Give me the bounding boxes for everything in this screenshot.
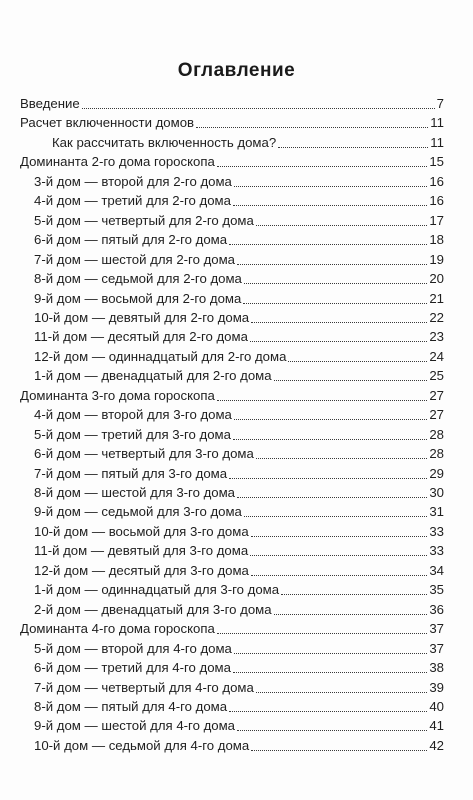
toc-entry-title: 9-й дом — шестой для 4-го дома <box>34 718 235 734</box>
toc-entry-title: 9-й дом — восьмой для 2-го дома <box>34 290 242 306</box>
dot-leader <box>256 692 428 693</box>
page-title: Оглавление <box>177 60 296 81</box>
dot-leader <box>250 341 427 342</box>
toc-entry-title: 4-й дом — третий для 2-го дома <box>34 193 231 209</box>
dot-leader <box>256 458 428 459</box>
dot-leader <box>234 186 427 187</box>
dot-leader <box>196 127 428 128</box>
toc-entry-page-number: 19 <box>429 251 444 267</box>
toc-entry <box>34 267 444 287</box>
toc-entry-page-number: 17 <box>429 212 444 228</box>
toc-entry-page-number: 23 <box>429 329 444 345</box>
dot-leader <box>237 264 427 265</box>
toc-entry-title: 9-й дом — седьмой для 3-го дома <box>34 504 242 520</box>
toc-entry-title: 1-й дом — одиннадцатый для 3-го дома <box>34 582 280 598</box>
toc-entry-page-number: 29 <box>429 465 444 481</box>
toc-entry-title: Введение <box>20 96 80 111</box>
toc-entry-title: 6-й дом — четвертый для 3-го дома <box>34 446 254 462</box>
toc-entry <box>34 209 444 229</box>
dot-leader <box>251 536 428 537</box>
toc-entry-page-number: 33 <box>429 523 444 539</box>
toc-entry-title: 10-й дом — восьмой для 3-го дома <box>34 523 249 539</box>
dot-leader <box>251 750 427 751</box>
toc-entry-title: 8-й дом — седьмой для 2-го дома <box>34 271 242 287</box>
toc-entry <box>20 617 444 637</box>
dot-leader <box>217 633 428 634</box>
toc-entry-title: Доминанта 4-го дома гороскопа <box>20 621 215 637</box>
dot-leader <box>278 147 428 148</box>
toc-entry <box>34 170 444 190</box>
dot-leader <box>233 205 427 206</box>
toc-entry <box>34 481 444 501</box>
dot-leader <box>251 575 427 576</box>
toc-entry <box>20 92 444 112</box>
toc-entry <box>34 578 444 598</box>
dot-leader <box>244 516 427 517</box>
toc-entry-page-number: 41 <box>429 718 444 734</box>
toc-entry-title: Как рассчитать включенность дома? <box>52 134 277 150</box>
dot-leader <box>82 108 435 109</box>
toc-entry <box>34 306 444 326</box>
toc-entry-page-number: 18 <box>429 232 444 248</box>
toc-entry-page-number: 35 <box>429 582 444 598</box>
dot-leader <box>251 322 427 323</box>
toc-entry-title: 7-й дом — шестой для 2-го дома <box>34 251 235 267</box>
toc-entry <box>34 637 444 657</box>
toc-entry-page-number: 40 <box>429 698 444 714</box>
toc-entry-title: 11-й дом — девятый для 3-го дома <box>34 543 249 559</box>
dot-leader <box>256 225 428 226</box>
toc-entry-page-number: 27 <box>429 407 444 423</box>
toc-entry-page-number: 38 <box>429 660 444 676</box>
dot-leader <box>217 166 428 167</box>
dot-leader <box>233 672 427 673</box>
dot-leader <box>234 653 427 654</box>
toc-entry-page-number: 15 <box>429 154 444 170</box>
toc-entry-title: 1-й дом — двенадцатый для 2-го дома <box>34 368 272 384</box>
dot-leader <box>244 283 427 284</box>
toc-entry <box>34 345 444 365</box>
dot-leader <box>229 711 427 712</box>
toc-entry-page-number: 25 <box>429 368 444 384</box>
toc-entry <box>20 150 444 170</box>
toc-entry-title: 2-й дом — двенадцатый для 3-го дома <box>34 601 272 617</box>
toc-entry-title: 12-й дом — одиннадцатый для 2-го дома <box>34 348 287 364</box>
dot-leader <box>274 380 428 381</box>
toc-entry <box>34 189 444 209</box>
dot-leader <box>250 555 427 556</box>
dot-leader <box>274 614 428 615</box>
dot-leader <box>234 419 427 420</box>
dot-leader <box>217 400 428 401</box>
toc-entry-title: Доминанта 2-го дома гороскопа <box>20 154 215 170</box>
toc-entry <box>34 520 444 540</box>
toc-entry <box>34 656 444 676</box>
toc-entry-title: 6-й дом — третий для 4-го дома <box>34 660 231 676</box>
dot-leader <box>281 594 427 595</box>
toc-entry-title: 12-й дом — десятый для 3-го дома <box>34 562 249 578</box>
toc-entry-title: 4-й дом — второй для 3-го дома <box>34 407 232 423</box>
toc-entry-page-number: 16 <box>429 173 444 189</box>
toc-entry-page-number: 20 <box>429 271 444 287</box>
toc-entry <box>34 423 444 443</box>
toc-entry-page-number: 28 <box>429 426 444 442</box>
dot-leader <box>243 303 427 304</box>
dot-leader <box>233 439 427 440</box>
toc-entry <box>34 364 444 384</box>
toc-entry <box>52 131 444 151</box>
toc-entry <box>34 676 444 696</box>
toc-entry-title: Доминанта 3-го дома гороскопа <box>20 387 215 403</box>
toc-entry <box>34 539 444 559</box>
toc-entry <box>34 248 444 268</box>
dot-leader <box>237 730 427 731</box>
toc-entry-page-number: 37 <box>429 640 444 656</box>
toc-entry <box>34 442 444 462</box>
toc-entry <box>34 325 444 345</box>
toc-entry-title: 11-й дом — десятый для 2-го дома <box>34 329 248 345</box>
toc-entry-title: Расчет включенности домов <box>20 115 195 131</box>
toc-entry <box>34 714 444 734</box>
toc-entry-title: 8-й дом — шестой для 3-го дома <box>34 485 235 500</box>
dot-leader <box>288 361 427 362</box>
dot-leader <box>229 478 427 479</box>
toc-entry <box>34 598 444 618</box>
toc-entry-title: 7-й дом — пятый для 3-го дома <box>34 465 228 481</box>
toc-entry <box>20 384 444 404</box>
toc-entry-title: 10-й дом — девятый для 2-го дома <box>34 309 250 325</box>
toc-entry <box>20 111 444 131</box>
toc-entry-page-number: 24 <box>429 348 444 364</box>
toc-entry <box>34 559 444 579</box>
toc-entry-title: 3-й дом — второй для 2-го дома <box>34 173 232 189</box>
toc-entry-page-number: 31 <box>429 504 444 520</box>
toc-entry-title: 5-й дом — четвертый для 2-го дома <box>34 212 254 228</box>
toc-entry-page-number: 27 <box>429 387 444 403</box>
toc-entry-title: 6-й дом — пятый для 2-го дома <box>34 232 228 248</box>
toc-entry-page-number: 22 <box>429 309 444 325</box>
toc-entry-page-number: 34 <box>429 562 444 578</box>
toc-entry-page-number: 36 <box>429 601 444 617</box>
toc-entry-page-number: 39 <box>429 679 444 695</box>
toc-entry-page-number: 37 <box>429 621 444 637</box>
toc-entry-page-number: 30 <box>429 485 444 500</box>
toc-entry <box>34 287 444 307</box>
toc-entry <box>34 462 444 482</box>
toc-entry <box>34 500 444 520</box>
toc-entry <box>34 228 444 248</box>
toc-entry-page-number: 16 <box>429 193 444 209</box>
toc-entry-page-number: 7 <box>436 96 444 111</box>
toc-entry-page-number: 28 <box>429 446 444 462</box>
toc-entry-page-number: 42 <box>429 737 444 753</box>
toc-entry-title: 5-й дом — второй для 4-го дома <box>34 640 232 656</box>
toc-entry-title: 5-й дом — третий для 3-го дома <box>34 426 231 442</box>
toc-entry <box>34 403 444 423</box>
toc-entry-page-number: 21 <box>429 290 444 306</box>
toc-entry-title: 10-й дом — седьмой для 4-го дома <box>34 737 250 753</box>
toc-entry-page-number: 11 <box>430 115 444 131</box>
toc-entry-page-number: 33 <box>429 543 444 559</box>
dot-leader <box>237 497 427 498</box>
toc-entry-page-number: 11 <box>430 134 444 150</box>
toc-entry <box>34 695 444 715</box>
toc-entry-title: 7-й дом — четвертый для 4-го дома <box>34 679 254 695</box>
dot-leader <box>229 244 427 245</box>
toc-entry <box>34 734 444 754</box>
toc-entry-title: 8-й дом — пятый для 4-го дома <box>34 698 228 714</box>
